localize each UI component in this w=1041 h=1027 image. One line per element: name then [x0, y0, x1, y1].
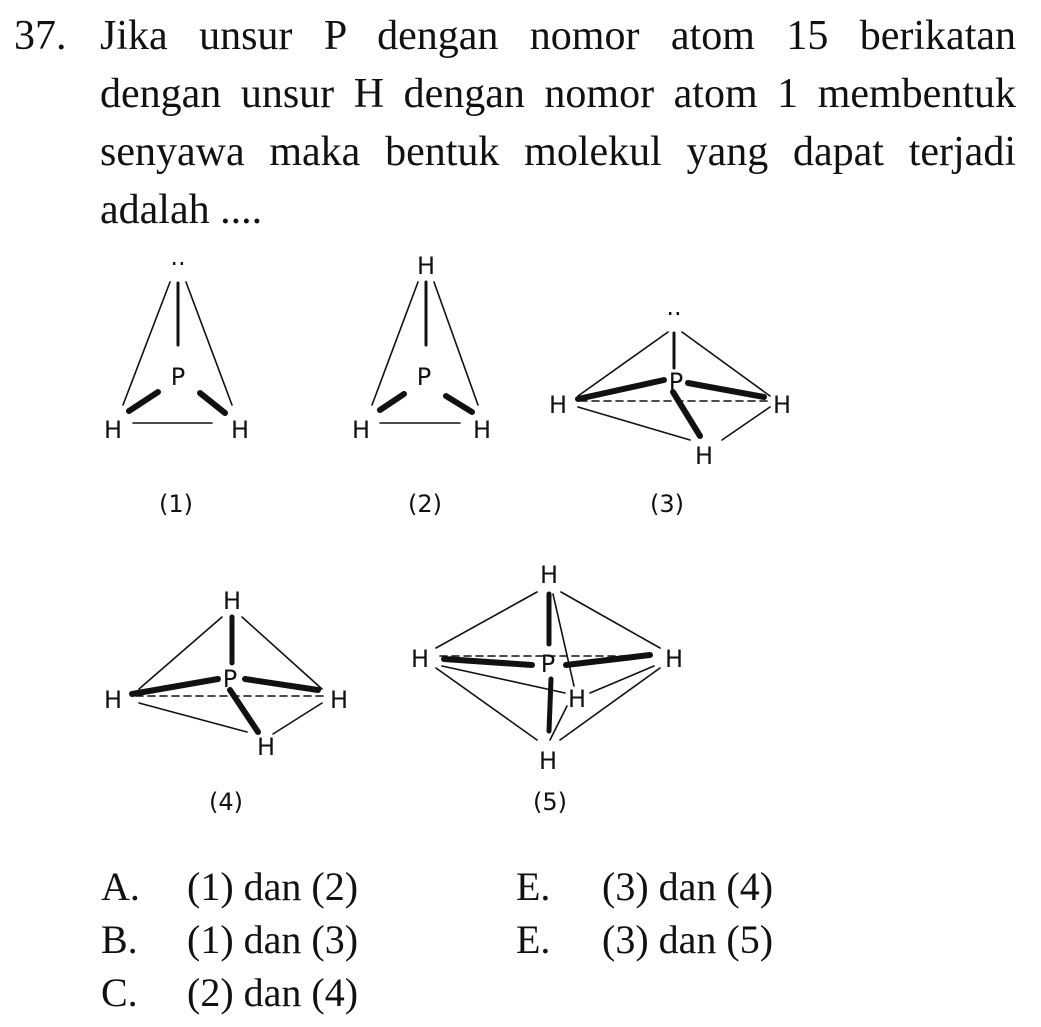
atom-h: H	[539, 561, 559, 589]
question-line-4: adalah ....	[100, 187, 263, 233]
atom-h: H	[103, 416, 123, 444]
lone-pair-dots: ··	[666, 300, 682, 328]
option-letter: E.	[516, 917, 551, 962]
figure-1-trigonal-pyramidal-lone-pair	[123, 282, 232, 423]
atom-p: P	[416, 363, 432, 391]
atom-h: H	[329, 686, 349, 714]
atom-h: H	[351, 416, 371, 444]
atom-h: H	[256, 733, 276, 761]
option-letter: A.	[101, 864, 140, 909]
atom-h: H	[416, 252, 436, 280]
figure-2-tetrahedral	[372, 282, 478, 423]
figure-label-4: (4)	[209, 788, 243, 816]
option-a[interactable]	[101, 861, 358, 913]
atom-p: P	[668, 368, 684, 396]
option-text: (3) dan (5)	[602, 917, 774, 962]
atom-p: P	[222, 665, 238, 693]
atom-h: H	[410, 645, 430, 673]
atom-h: H	[548, 391, 568, 419]
option-letter: E.	[516, 864, 551, 909]
question-line-2: dengan unsur H dengan nomor atom 1 membentuk	[100, 71, 1016, 117]
figure-label-5: (5)	[533, 788, 567, 816]
atom-h: H	[472, 416, 492, 444]
option-text: (1) dan (2)	[187, 864, 359, 909]
option-e[interactable]	[516, 914, 773, 966]
atom-h: H	[538, 747, 558, 775]
atom-h: H	[103, 686, 123, 714]
option-c[interactable]	[101, 967, 358, 1019]
atom-p: P	[170, 363, 186, 391]
atom-h: H	[222, 587, 242, 615]
atom-h: H	[664, 645, 684, 673]
atom-h: H	[772, 391, 792, 419]
option-text: (1) dan (3)	[187, 917, 359, 962]
option-letter: B.	[101, 917, 138, 962]
figure-label-1: (1)	[159, 490, 193, 518]
lone-pair-dots: ··	[170, 250, 186, 278]
question-line-1: Jika unsur P dengan nomor atom 15 berikatan	[100, 13, 1016, 59]
atom-h: H	[567, 685, 587, 713]
option-letter: C.	[101, 970, 138, 1015]
figure-label-3: (3)	[650, 490, 684, 518]
option-b[interactable]	[101, 914, 358, 966]
option-text: (3) dan (4)	[602, 864, 774, 909]
figure-label-2: (2)	[408, 490, 442, 518]
option-text: (2) dan (4)	[187, 970, 359, 1015]
atom-h: H	[230, 416, 250, 444]
question-number: 37.	[14, 13, 67, 59]
question-line-3: senyawa maka bentuk molekul yang dapat terjadi	[100, 129, 1016, 175]
atom-h: H	[694, 442, 714, 470]
atom-p: P	[540, 650, 556, 678]
option-d[interactable]	[516, 861, 773, 913]
